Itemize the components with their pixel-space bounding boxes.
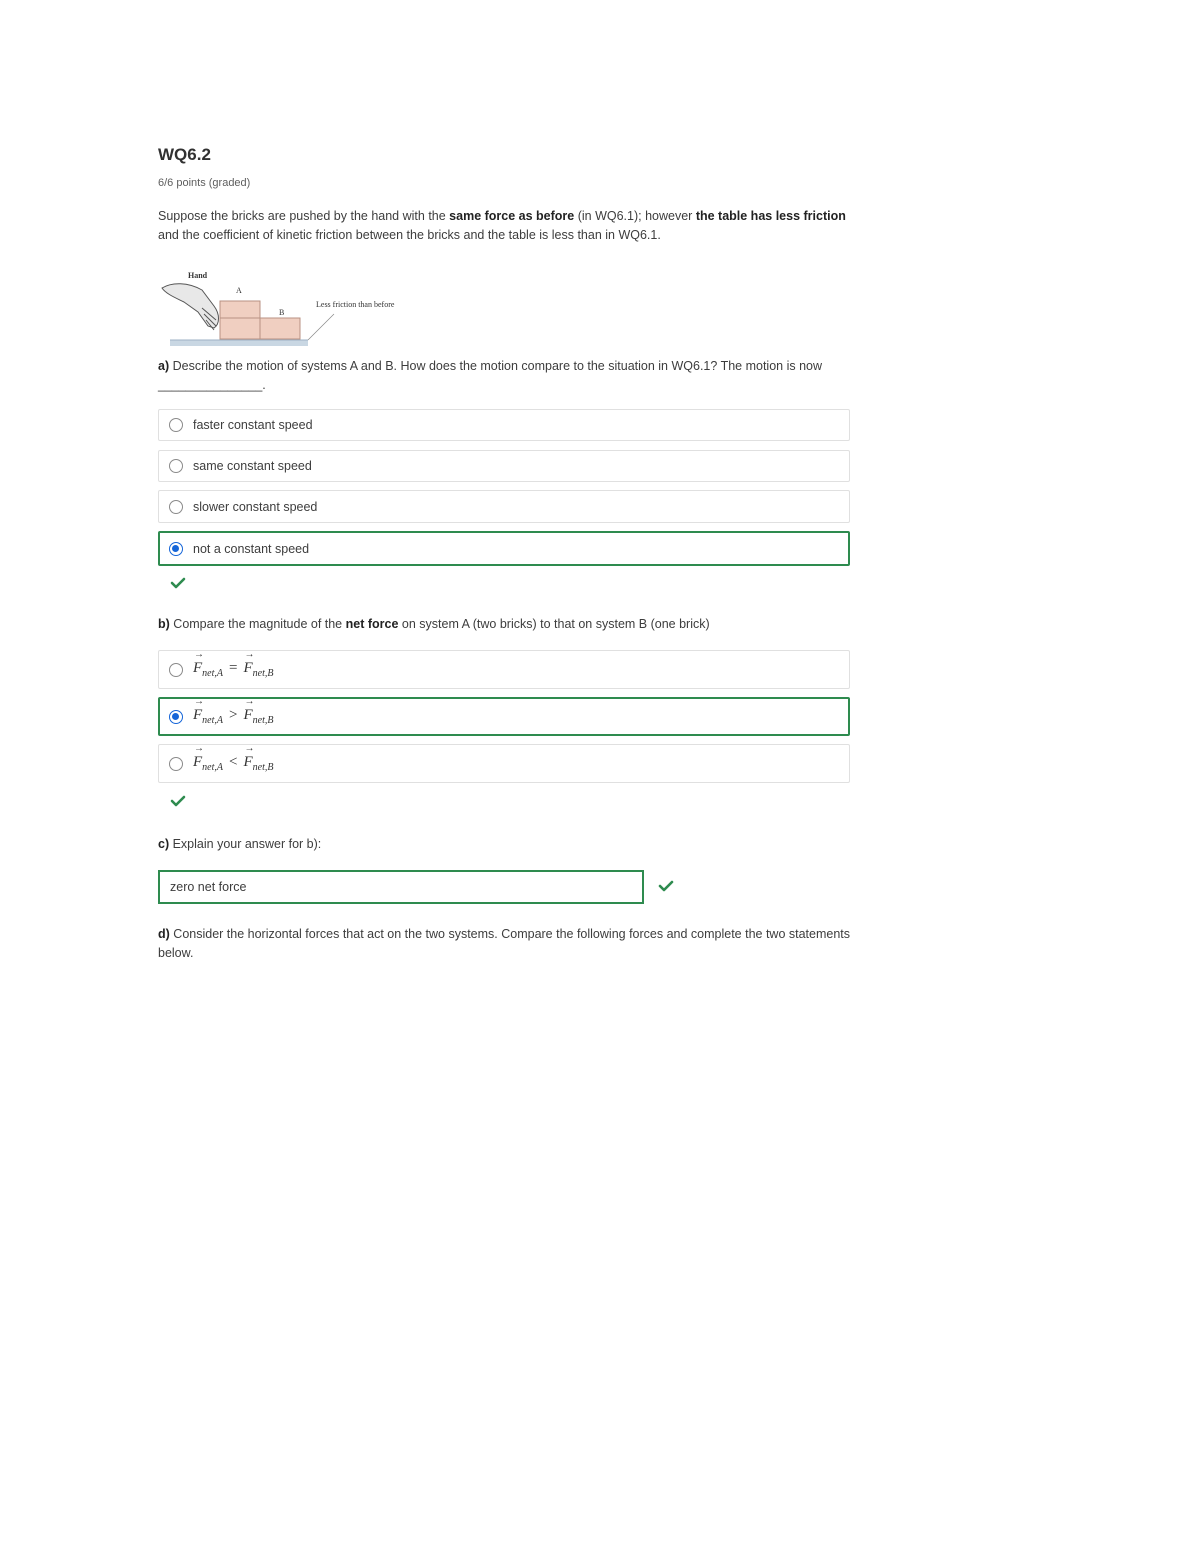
- brick-a-bottom: [220, 318, 260, 339]
- checkmark-icon: [170, 794, 186, 808]
- intro-text: (in WQ6.1); however: [574, 209, 696, 223]
- option-label: slower constant speed: [193, 499, 318, 514]
- option-label: not a constant speed: [193, 541, 310, 556]
- part-c-tag: c): [158, 837, 170, 851]
- intro-text: Suppose the bricks are pushed by the hand with the: [158, 209, 450, 223]
- part-b-tag: b): [158, 617, 170, 631]
- part-b-question: [158, 615, 852, 634]
- part-c-question: [158, 835, 852, 854]
- part-c-text: Explain your answer for b):: [169, 837, 322, 851]
- force-symbol: → F: [193, 660, 202, 677]
- force-symbol: → F: [193, 754, 202, 771]
- option-label: faster constant speed: [193, 418, 313, 432]
- option-b-1[interactable]: [158, 650, 850, 689]
- subscript: net,B: [252, 715, 274, 726]
- subscript: net,A: [202, 668, 223, 679]
- option-a-2[interactable]: [158, 450, 850, 482]
- checkmark-icon: [170, 576, 186, 590]
- intro-text: and the coefficient of kinetic friction between the bricks and the table is less than in WQ6.1.: [158, 228, 661, 242]
- force-symbol: → F: [243, 707, 252, 724]
- brick-b: [260, 318, 300, 339]
- part-a-tag: a): [158, 359, 170, 373]
- subscript: net,A: [202, 715, 223, 726]
- part-d-question: [158, 925, 852, 963]
- subscript: net,B: [252, 762, 274, 773]
- force-symbol: → F: [243, 660, 252, 677]
- relation: =: [229, 660, 238, 676]
- brick-a-top: [220, 301, 260, 318]
- option-a-4[interactable]: [158, 531, 850, 566]
- bricks-diagram: [158, 268, 418, 352]
- brick-b-label: B: [279, 308, 285, 317]
- equation: [193, 754, 273, 773]
- intro-bold: the table has less friction: [695, 209, 846, 223]
- radio-button[interactable]: [169, 459, 183, 473]
- part-d-tag: d): [158, 927, 170, 941]
- option-label: same constant speed: [193, 459, 312, 473]
- radio-button[interactable]: [169, 757, 183, 771]
- part-a-question: [158, 357, 852, 395]
- brick-a-label: A: [236, 286, 242, 295]
- intro-bold: same force as before: [449, 209, 575, 223]
- hand-drawing: [162, 284, 219, 328]
- friction-label: Less friction than before: [316, 300, 395, 309]
- equation: [193, 660, 273, 679]
- radio-button[interactable]: [169, 500, 183, 514]
- radio-button-selected[interactable]: [169, 710, 183, 724]
- problem-title: WQ6.2: [158, 145, 211, 164]
- points-status: 6/6 points (graded): [158, 177, 251, 189]
- hand-label: Hand: [188, 271, 208, 280]
- relation: <: [229, 754, 238, 770]
- force-symbol: → F: [243, 754, 252, 771]
- radio-button-selected[interactable]: [169, 542, 183, 556]
- explanation-input[interactable]: [158, 870, 644, 904]
- table-surface: [170, 340, 308, 346]
- part-b-text: Compare the magnitude of the: [169, 617, 346, 631]
- part-b-bold: net force: [345, 617, 399, 631]
- option-b-3[interactable]: [158, 744, 850, 783]
- problem-intro: [158, 207, 852, 245]
- radio-button[interactable]: [169, 418, 183, 432]
- checkmark-icon: [658, 879, 674, 893]
- equation: [193, 707, 273, 726]
- radio-button[interactable]: [169, 663, 183, 677]
- subscript: net,B: [252, 668, 274, 679]
- option-a-1[interactable]: [158, 409, 850, 441]
- option-b-2[interactable]: [158, 697, 850, 736]
- part-a-text: Describe the motion of systems A and B. How does the motion compare to the situation in WQ6.1? The motion is now _______________.: [158, 359, 822, 392]
- force-symbol: → F: [193, 707, 202, 724]
- part-b-text: on system A (two bricks) to that on system B (one brick): [398, 617, 710, 631]
- bricks-figure: [158, 268, 418, 352]
- relation: >: [229, 707, 238, 723]
- friction-pointer: [308, 314, 334, 340]
- subscript: net,A: [202, 762, 223, 773]
- part-d-text: Consider the horizontal forces that act on the two systems. Compare the following forces and complete the two statements below.: [158, 927, 851, 960]
- option-a-3[interactable]: [158, 490, 850, 523]
